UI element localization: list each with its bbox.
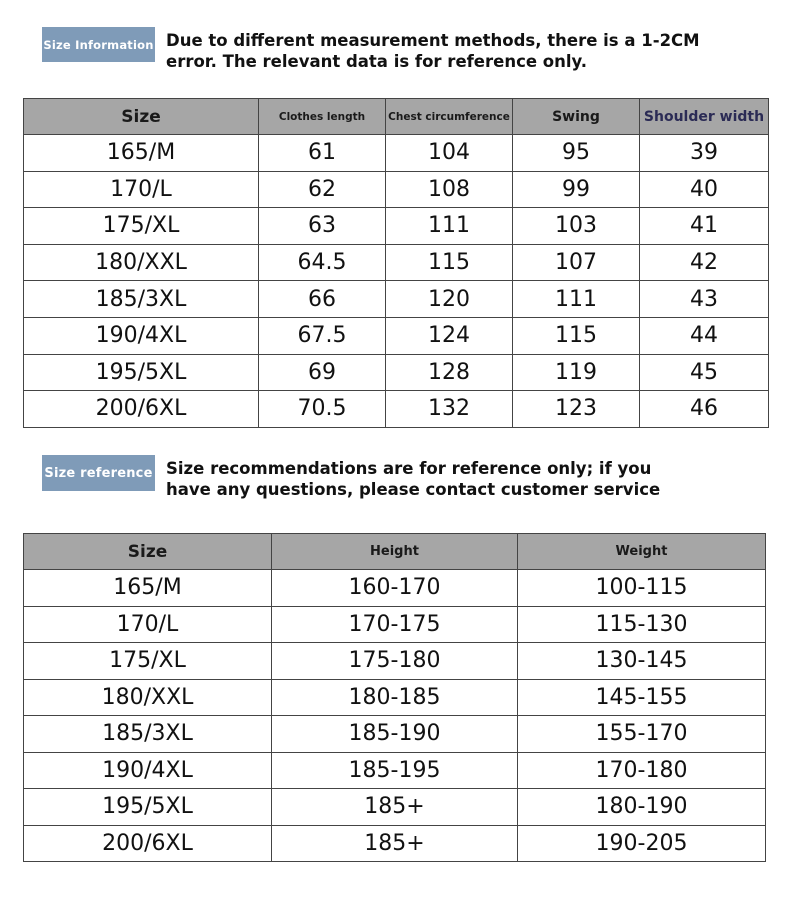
table-cell: 64.5 — [259, 244, 386, 281]
reference-table — [23, 533, 766, 862]
table-row — [24, 752, 766, 789]
reference-table-header-row — [24, 534, 766, 570]
header-shoulder-width: Shoulder width — [640, 99, 769, 135]
table-cell: 43 — [640, 281, 769, 318]
table-cell: 155-170 — [518, 716, 766, 753]
size-information-badge: Size Information — [42, 27, 155, 62]
table-cell: 70.5 — [259, 391, 386, 428]
table-cell: 41 — [640, 208, 769, 245]
table-row — [24, 135, 769, 172]
table-cell: 175/XL — [24, 208, 259, 245]
table-cell: 40 — [640, 171, 769, 208]
table-cell: 42 — [640, 244, 769, 281]
table-cell: 95 — [513, 135, 640, 172]
table-row — [24, 391, 769, 428]
table-cell: 175-180 — [272, 643, 518, 680]
table-cell: 180-185 — [272, 679, 518, 716]
table-cell: 107 — [513, 244, 640, 281]
table-cell: 67.5 — [259, 317, 386, 354]
ref-note-line-2: have any questions, please contact customer service — [166, 480, 661, 499]
table-cell: 44 — [640, 317, 769, 354]
table-row — [24, 643, 766, 680]
table-cell: 111 — [513, 281, 640, 318]
table-row — [24, 281, 769, 318]
table-cell: 130-145 — [518, 643, 766, 680]
ref-header-height: Height — [272, 534, 518, 570]
table-cell: 128 — [386, 354, 513, 391]
table-cell: 66 — [259, 281, 386, 318]
table-cell: 195/5XL — [24, 354, 259, 391]
table-cell: 115 — [386, 244, 513, 281]
table-cell: 132 — [386, 391, 513, 428]
table-cell: 170/L — [24, 606, 272, 643]
table-cell: 195/5XL — [24, 789, 272, 826]
ref-header-weight: Weight — [518, 534, 766, 570]
ref-header-size: Size — [24, 534, 272, 570]
table-cell: 190/4XL — [24, 317, 259, 354]
note-line-1: Due to different measurement methods, there is a 1-2CM — [166, 31, 700, 50]
table-cell: 180/XXL — [24, 244, 259, 281]
table-row — [24, 208, 769, 245]
reference-table-body — [24, 570, 766, 862]
ref-note-line-1: Size recommendations are for reference only; if you — [166, 459, 652, 478]
size-table-body — [24, 135, 769, 428]
table-cell: 100-115 — [518, 570, 766, 607]
table-cell: 165/M — [24, 135, 259, 172]
table-cell: 190-205 — [518, 825, 766, 862]
table-row — [24, 570, 766, 607]
table-row — [24, 317, 769, 354]
table-cell: 165/M — [24, 570, 272, 607]
table-row — [24, 825, 766, 862]
table-cell: 200/6XL — [24, 825, 272, 862]
header-swing: Swing — [513, 99, 640, 135]
table-cell: 99 — [513, 171, 640, 208]
table-cell: 170/L — [24, 171, 259, 208]
table-cell: 145-155 — [518, 679, 766, 716]
header-chest-circumference: Chest circumference — [386, 99, 513, 135]
table-cell: 108 — [386, 171, 513, 208]
table-cell: 119 — [513, 354, 640, 391]
table-row — [24, 716, 766, 753]
size-table — [23, 98, 769, 428]
table-cell: 175/XL — [24, 643, 272, 680]
table-cell: 185+ — [272, 825, 518, 862]
table-row — [24, 171, 769, 208]
table-cell: 124 — [386, 317, 513, 354]
table-cell: 170-180 — [518, 752, 766, 789]
table-cell: 69 — [259, 354, 386, 391]
header-clothes-length: Clothes length — [259, 99, 386, 135]
size-information-note — [166, 30, 726, 72]
table-cell: 61 — [259, 135, 386, 172]
table-cell: 115-130 — [518, 606, 766, 643]
table-cell: 185+ — [272, 789, 518, 826]
table-cell: 190/4XL — [24, 752, 272, 789]
table-cell: 123 — [513, 391, 640, 428]
table-cell: 63 — [259, 208, 386, 245]
table-cell: 115 — [513, 317, 640, 354]
table-cell: 180/XXL — [24, 679, 272, 716]
table-row — [24, 679, 766, 716]
size-table-header-row — [24, 99, 769, 135]
table-row — [24, 789, 766, 826]
table-cell: 104 — [386, 135, 513, 172]
table-cell: 103 — [513, 208, 640, 245]
note-line-2: error. The relevant data is for reference only. — [166, 52, 588, 71]
table-row — [24, 244, 769, 281]
size-reference-note — [166, 458, 726, 500]
table-cell: 160-170 — [272, 570, 518, 607]
table-row — [24, 354, 769, 391]
table-cell: 45 — [640, 354, 769, 391]
table-cell: 185-195 — [272, 752, 518, 789]
table-cell: 46 — [640, 391, 769, 428]
header-size: Size — [24, 99, 259, 135]
table-cell: 39 — [640, 135, 769, 172]
table-row — [24, 606, 766, 643]
table-cell: 180-190 — [518, 789, 766, 826]
table-cell: 185/3XL — [24, 281, 259, 318]
table-cell: 200/6XL — [24, 391, 259, 428]
size-reference-badge: Size reference — [42, 455, 155, 491]
table-cell: 62 — [259, 171, 386, 208]
table-cell: 170-175 — [272, 606, 518, 643]
table-cell: 120 — [386, 281, 513, 318]
table-cell: 111 — [386, 208, 513, 245]
table-cell: 185-190 — [272, 716, 518, 753]
table-cell: 185/3XL — [24, 716, 272, 753]
